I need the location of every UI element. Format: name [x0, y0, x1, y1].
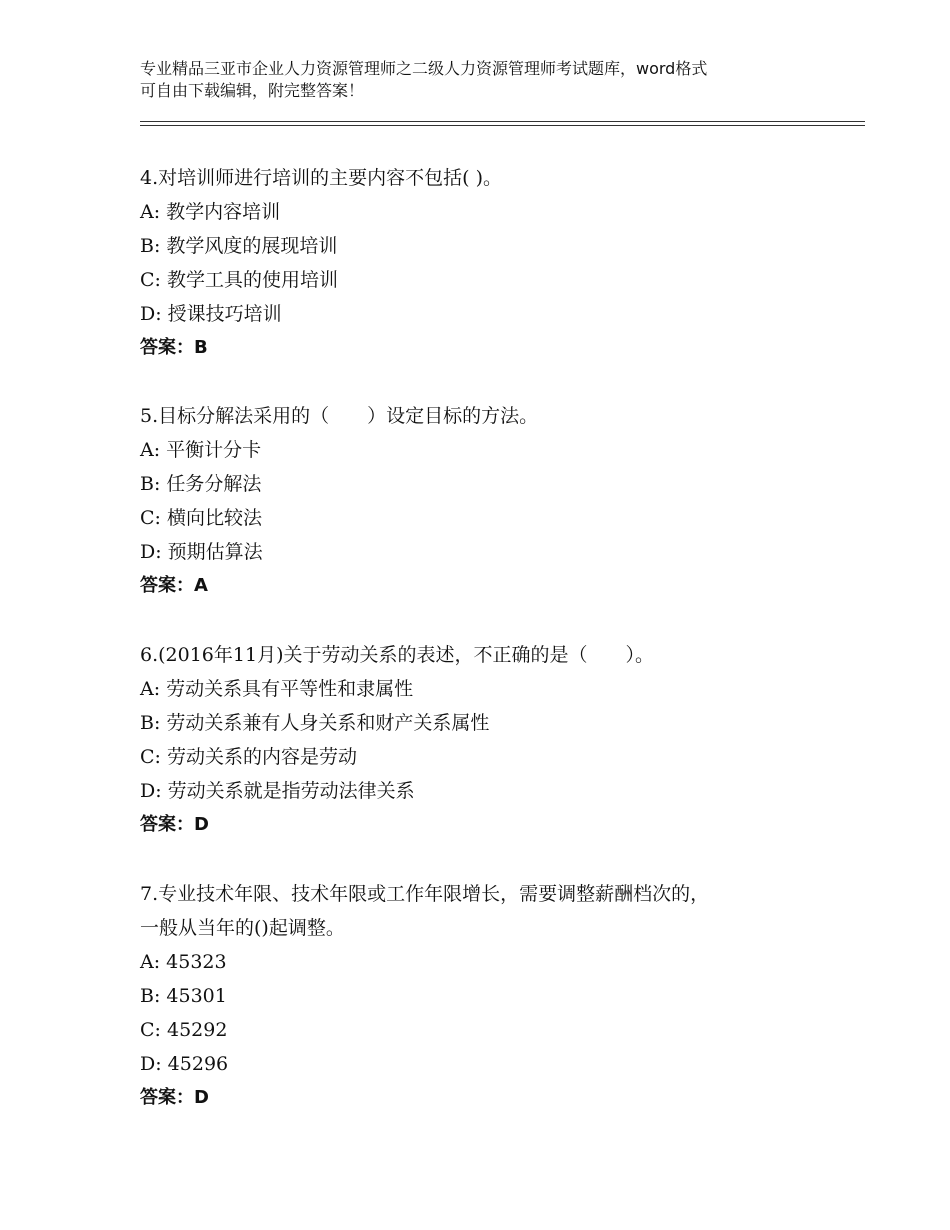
- header-divider-top: [140, 121, 865, 122]
- question-4: [140, 161, 502, 365]
- question-stem-line-2: 一般从当年的()起调整。: [140, 917, 345, 939]
- option-c: C: 教学工具的使用培训: [140, 269, 338, 291]
- option-c: C: 劳动关系的内容是劳动: [140, 746, 357, 768]
- answer: 答案：D: [140, 814, 209, 835]
- question-stem: 6.(2016年11月)关于劳动关系的表述，不正确的是（ ）。: [140, 644, 654, 666]
- question-stem: 4.对培训师进行培训的主要内容不包括( )。: [140, 167, 502, 189]
- option-b: B: 劳动关系兼有人身关系和财产关系属性: [140, 712, 490, 734]
- answer: 答案：D: [140, 1087, 209, 1108]
- header-line-2: 可自由下载编辑，附完整答案！: [140, 81, 365, 100]
- option-d: D: 劳动关系就是指劳动法律关系: [140, 780, 415, 802]
- option-b: B: 45301: [140, 985, 227, 1007]
- option-a: A: 平衡计分卡: [140, 439, 262, 461]
- question-6: [140, 638, 654, 842]
- option-d: D: 45296: [140, 1053, 229, 1075]
- option-b: B: 任务分解法: [140, 473, 262, 495]
- option-c: C: 横向比较法: [140, 507, 262, 529]
- option-d: D: 授课技巧培训: [140, 303, 282, 325]
- option-a: A: 教学内容培训: [140, 201, 281, 223]
- question-stem: 5.目标分解法采用的（ ）设定目标的方法。: [140, 405, 539, 427]
- question-7: [140, 877, 709, 1115]
- answer: 答案：B: [140, 337, 208, 358]
- question-5: [140, 399, 538, 603]
- header-divider-bottom: [140, 125, 865, 126]
- option-a: A: 45323: [140, 951, 227, 973]
- answer: 答案：A: [140, 575, 208, 596]
- option-b: B: 教学风度的展现培训: [140, 235, 338, 257]
- header-line-1: 专业精品三亚市企业人力资源管理师之二级人力资源管理师考试题库，word格式: [140, 59, 708, 78]
- option-a: A: 劳动关系具有平等性和隶属性: [140, 678, 414, 700]
- document-header: [140, 58, 840, 102]
- option-d: D: 预期估算法: [140, 541, 263, 563]
- question-stem-line-1: 7.专业技术年限、技术年限或工作年限增长，需要调整薪酬档次的，: [140, 883, 710, 905]
- option-c: C: 45292: [140, 1019, 228, 1041]
